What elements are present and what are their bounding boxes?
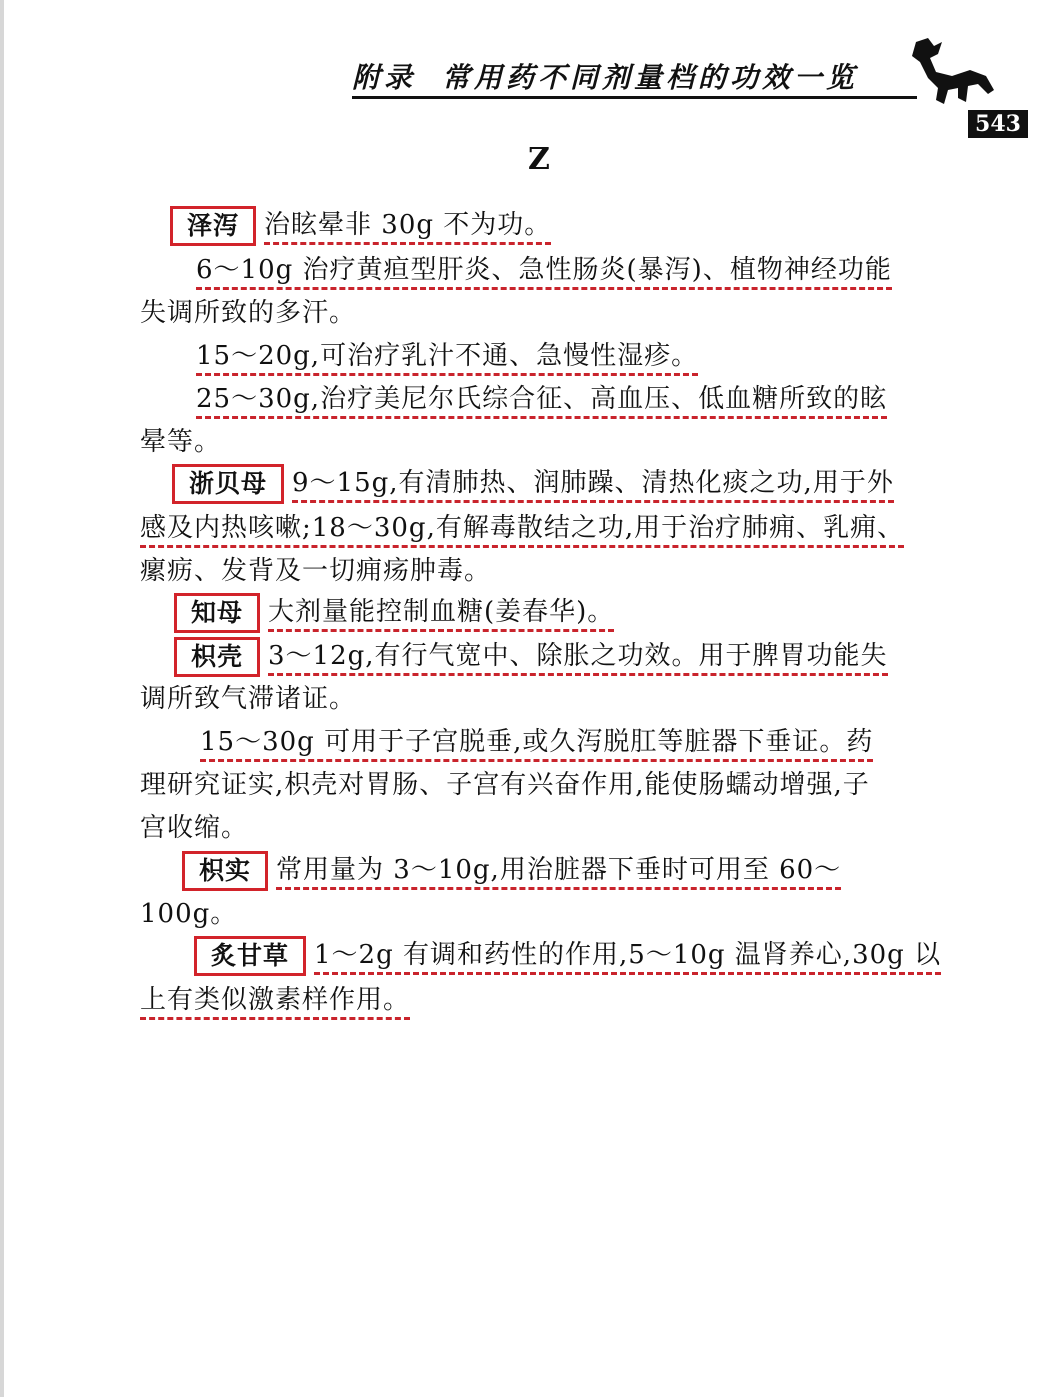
- index-letter: Z: [528, 142, 550, 177]
- entry-line: 炙甘草 1～2g 有调和药性的作用,5～10g 温肾养心,30g 以: [194, 936, 941, 976]
- entry-line: 感及内热咳嗽;18～30g,有解毒散结之功,用于治疗肺痈、乳痈、: [140, 510, 904, 546]
- dragon-ornament-icon: [908, 32, 998, 112]
- entry-line: 6～10g 治疗黄疸型肝炎、急性肠炎(暴泻)、植物神经功能: [196, 252, 892, 288]
- entry-line: 15～30g 可用于子宫脱垂,或久泻脱肛等脏器下垂证。药: [200, 724, 873, 760]
- entry-line: 枳壳 3～12g,有行气宽中、除胀之功效。用于脾胃功能失: [174, 637, 888, 677]
- herb-term: 炙甘草: [194, 936, 306, 976]
- entry-line: 宫收缩。: [140, 813, 249, 843]
- entry-line: 枳实 常用量为 3～10g,用治脏器下垂时可用至 60～: [182, 851, 841, 891]
- entry-line: 15～20g,可治疗乳汁不通、急慢性湿疹。: [196, 338, 698, 374]
- entry-line: 晕等。: [140, 427, 222, 457]
- entry-line: 上有类似激素样作用。: [140, 982, 410, 1018]
- entry-line: 调所致气滞诸证。: [140, 684, 357, 714]
- entry-line: 瘰疬、发背及一切痈疡肿毒。: [140, 556, 492, 586]
- entry-line: 泽泻 治眩晕非 30g 不为功。: [170, 206, 551, 246]
- entry-line: 浙贝母 9～15g,有清肺热、润肺躁、清热化痰之功,用于外: [172, 464, 894, 504]
- herb-term: 枳实: [182, 851, 268, 891]
- page-number: 543: [968, 110, 1028, 138]
- entry-line: 100g。: [140, 899, 238, 929]
- running-head: [352, 56, 912, 96]
- herb-term: 知母: [174, 593, 260, 633]
- entry-line: 25～30g,治疗美尼尔氏综合征、高血压、低血糖所致的眩: [196, 381, 887, 417]
- running-head-section: 附录: [352, 61, 417, 94]
- herb-term: 枳壳: [174, 637, 260, 677]
- herb-term: 泽泻: [170, 206, 256, 246]
- entry-line: 失调所致的多汗。: [140, 298, 357, 328]
- page-edge: [0, 0, 4, 1397]
- header-rule: [352, 96, 917, 99]
- running-head-title: 常用药不同剂量档的功效一览: [442, 61, 859, 94]
- herb-term: 浙贝母: [172, 464, 284, 504]
- entry-line: 知母 大剂量能控制血糖(姜春华)。: [174, 593, 614, 633]
- entry-line: 理研究证实,枳壳对胃肠、子宫有兴奋作用,能使肠蠕动增强,子: [140, 770, 870, 800]
